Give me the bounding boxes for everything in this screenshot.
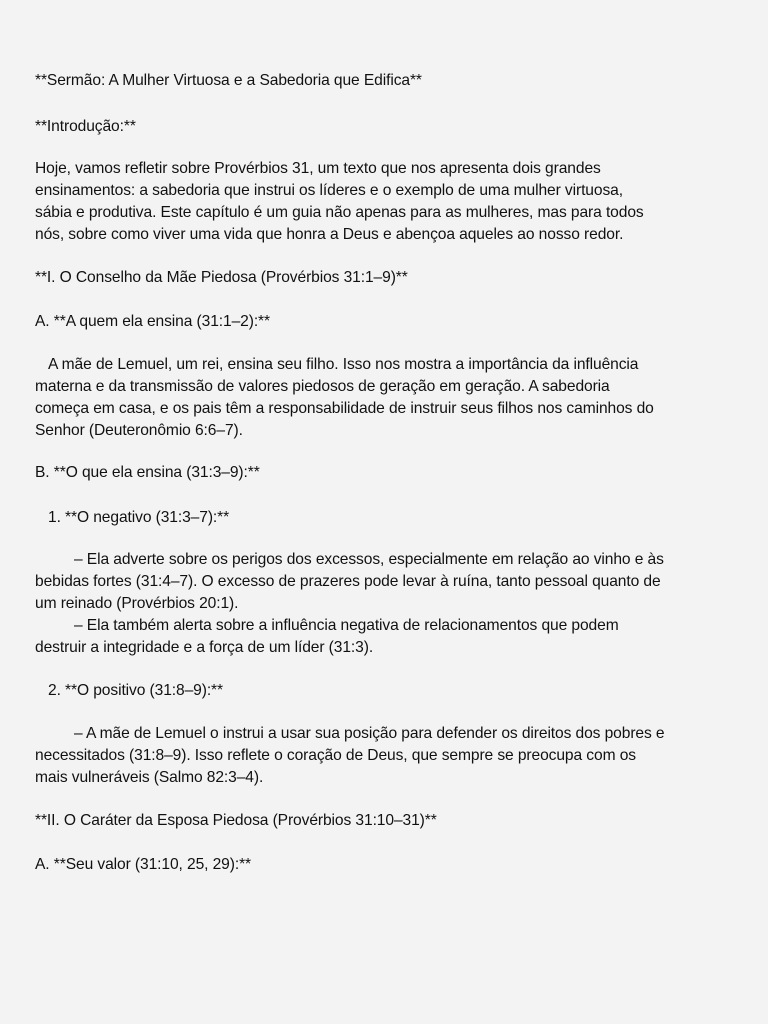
section-1b1-line: – Ela também alerta sobre a influência negativa de relacionamentos que podem [74, 617, 619, 634]
section-1b2-heading: 2. **O positivo (31:8–9):** [48, 682, 223, 699]
sermon-title: **Sermão: A Mulher Virtuosa e a Sabedoria que Edifica** [35, 72, 422, 89]
section-1b1-line: bebidas fortes (31:4–7). O excesso de prazeres pode levar à ruína, tanto pessoal quanto de [35, 573, 661, 590]
section-1b-heading: B. **O que ela ensina (31:3–9):** [35, 464, 260, 481]
section-1b1-line: um reinado (Provérbios 20:1). [35, 595, 239, 612]
section-1b1-line: – Ela adverte sobre os perigos dos excessos, especialmente em relação ao vinho e às [74, 551, 664, 568]
section-1b2-line: necessitados (31:8–9). Isso reflete o coração de Deus, que sempre se preocupa com os [35, 747, 636, 764]
section-1b1-line: destruir a integridade e a força de um líder (31:3). [35, 639, 374, 656]
section-1a-line: A mãe de Lemuel, um rei, ensina seu filho. Isso nos mostra a importância da influência [48, 356, 639, 373]
intro-line: nós, sobre como viver uma vida que honra a Deus e abençoa aqueles ao nosso redor. [35, 226, 624, 243]
intro-line: ensinamentos: a sabedoria que instrui os líderes e o exemplo de uma mulher virtuosa, [35, 182, 623, 199]
section-1b2-line: – A mãe de Lemuel o instrui a usar sua posição para defender os direitos dos pobres e [74, 725, 665, 742]
intro-line: Hoje, vamos refletir sobre Provérbios 31, um texto que nos apresenta dois grandes [35, 160, 601, 177]
intro-heading: **Introdução:** [35, 118, 136, 135]
section-1b1-heading: 1. **O negativo (31:3–7):** [48, 509, 230, 526]
section-2a-heading: A. **Seu valor (31:10, 25, 29):** [35, 856, 252, 873]
section-1a-line: começa em casa, e os pais têm a responsabilidade de instruir seus filhos nos caminhos do [35, 400, 654, 417]
section-1b2-line: mais vulneráveis (Salmo 82:3–4). [35, 769, 264, 786]
section-1a-line: materna e da transmissão de valores piedosos de geração em geração. A sabedoria [35, 378, 610, 395]
intro-line: sábia e produtiva. Este capítulo é um guia não apenas para as mulheres, mas para todos [35, 204, 644, 221]
section-1-heading: **I. O Conselho da Mãe Piedosa (Provérbios 31:1–9)** [35, 269, 408, 286]
section-1a-line: Senhor (Deuteronômio 6:6–7). [35, 422, 243, 439]
section-1a-heading: A. **A quem ela ensina (31:1–2):** [35, 313, 270, 330]
section-2-heading: **II. O Caráter da Esposa Piedosa (Provérbios 31:10–31)** [35, 812, 437, 829]
